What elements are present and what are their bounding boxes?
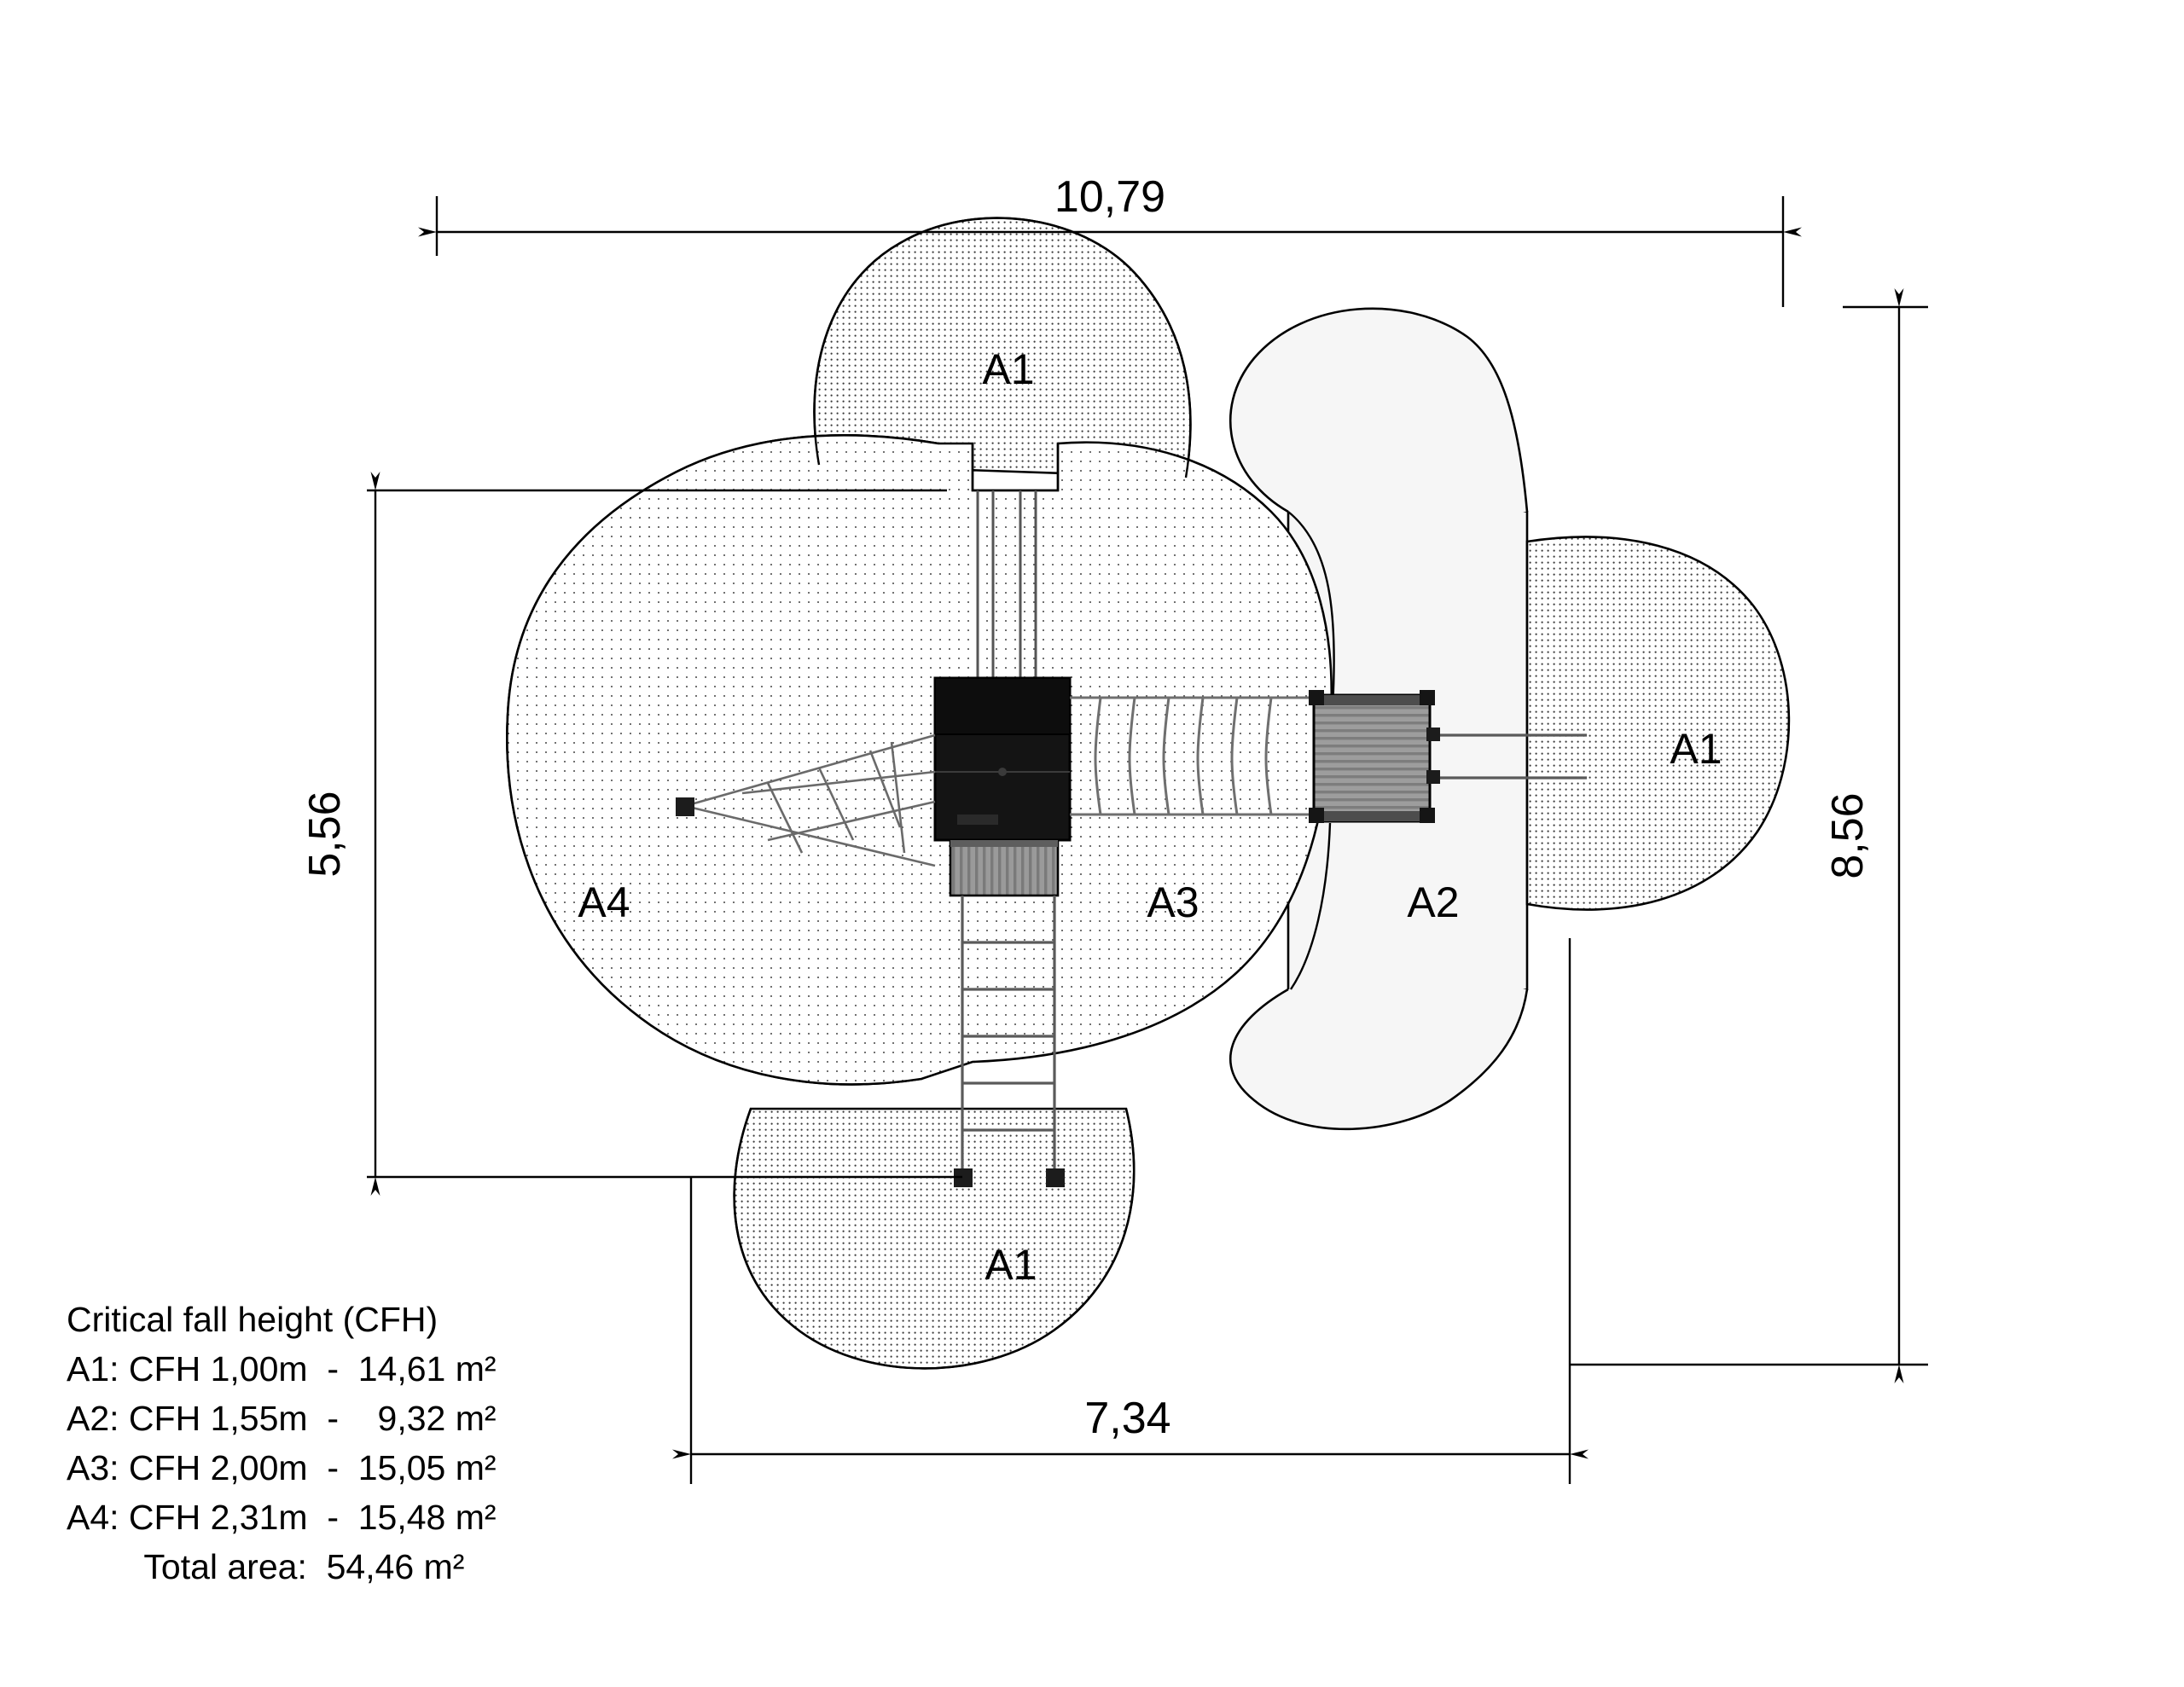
zone-label-a1-right: A1 — [1670, 725, 1722, 773]
zone-a1-bottom-shape — [735, 1109, 1135, 1368]
cfh-legend-row-a2: A2: CFH 1,55m - 9,32 m² — [67, 1399, 497, 1438]
cfh-legend-row-a1: A1: CFH 1,00m - 14,61 m² — [67, 1349, 497, 1388]
zone-label-a1-top: A1 — [982, 345, 1035, 393]
cfh-legend-row-a3: A3: CFH 2,00m - 15,05 m² — [67, 1448, 497, 1487]
zone-label-a2: A2 — [1407, 878, 1460, 926]
cfh-legend-row-total: Total area: 54,46 m² — [67, 1547, 465, 1586]
dimension-left-label: 5,56 — [300, 791, 350, 878]
tower-deck — [950, 840, 1058, 896]
cfh-legend-row-a4: A4: CFH 2,31m - 15,48 m² — [67, 1498, 497, 1537]
dimension-right-label: 8,56 — [1823, 792, 1873, 879]
dimension-top-label: 10,79 — [1054, 172, 1166, 222]
zone-label-a3: A3 — [1147, 878, 1199, 926]
secondary-deck — [1309, 690, 1435, 823]
cfh-legend-heading: Critical fall height (CFH) — [67, 1300, 439, 1339]
zone-a1-right-shape — [1527, 537, 1789, 910]
cfh-legend — [67, 1295, 497, 1591]
zone-a3-shape — [507, 435, 1331, 1084]
dimension-bottom-label: 7,34 — [1084, 1394, 1171, 1443]
tower-platform — [935, 678, 1070, 840]
zone-label-a4: A4 — [578, 878, 630, 926]
zone-label-a1-bottom: A1 — [985, 1241, 1037, 1289]
